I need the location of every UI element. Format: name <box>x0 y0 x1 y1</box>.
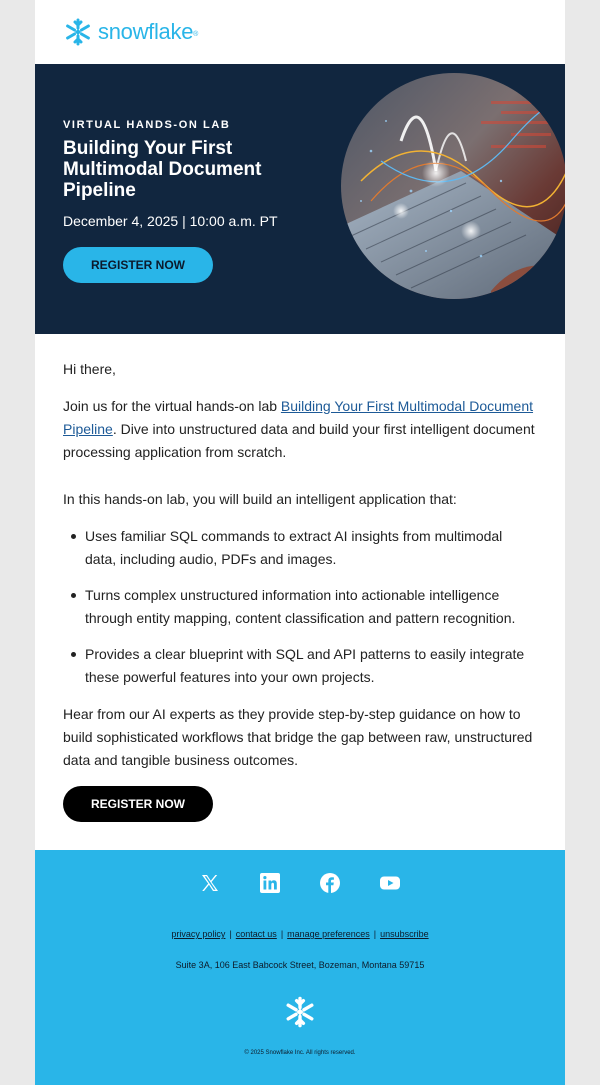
unsubscribe-link[interactable]: unsubscribe <box>380 929 429 939</box>
list-item: Turns complex unstructured information into actionable intelligence through entity mapping, content classification and pattern recognition. <box>63 584 537 630</box>
closing-paragraph: Hear from our AI experts as they provide step-by-step guidance on how to build sophisticated workflows that bridge the gap between raw, unstructured data and tangible business outcomes. <box>63 706 533 768</box>
company-address: Suite 3A, 106 East Babcock Street, Bozeman, Montana 59715 <box>175 960 425 970</box>
facebook-icon[interactable] <box>320 873 340 893</box>
footer-links: privacy policy | contact us | manage preferences | unsubscribe <box>171 929 429 939</box>
greeting: Hi there, <box>63 361 116 377</box>
lab-title-link[interactable]: Building Your First Multimodal Document Pipeline <box>63 398 534 437</box>
copyright-text: © 2025 Snowflake Inc. All rights reserved. <box>244 1050 356 1056</box>
email-header <box>35 0 565 64</box>
email-container <box>35 0 565 1085</box>
privacy-policy-link[interactable]: privacy policy <box>171 929 226 939</box>
hero-date: December 4, 2025 | 10:00 a.m. PT <box>63 213 278 229</box>
hero-eyebrow: VIRTUAL HANDS-ON LAB <box>63 119 231 131</box>
email-body <box>35 334 565 822</box>
lead-paragraph: In this hands-on lab, you will build an intelligent application that: <box>63 491 457 507</box>
brand-wordmark: snowflake® <box>98 19 198 44</box>
snowflake-logo-icon <box>63 17 93 47</box>
email-footer <box>35 850 565 1085</box>
feature-list <box>63 525 537 689</box>
contact-us-link[interactable]: contact us <box>235 929 277 939</box>
hero-title: Building Your First Multimodal Document Pipeline <box>63 138 262 201</box>
hero-laptop-image <box>341 64 565 311</box>
intro-paragraph: Join us for the virtual hands-on lab Building Your First Multimodal Document Pipeline. Dive into unstructured data and build your first intelligent document processing application from scratch. <box>63 398 535 460</box>
snowflake-footer-logo-icon <box>283 995 317 1029</box>
social-links <box>35 873 565 893</box>
manage-preferences-link[interactable]: manage preferences <box>287 929 370 939</box>
hero-banner <box>35 64 565 334</box>
hero-register-button[interactable]: REGISTER NOW <box>63 247 213 283</box>
linkedin-icon[interactable] <box>260 873 280 893</box>
list-item: Provides a clear blueprint with SQL and API patterns to easily integrate these powerful features into your own projects. <box>63 643 537 689</box>
x-icon[interactable] <box>200 873 220 893</box>
list-item: Uses familiar SQL commands to extract AI insights from multimodal data, including audio, PDFs and images. <box>63 525 537 571</box>
youtube-icon[interactable] <box>380 873 400 893</box>
hero-text <box>63 119 303 283</box>
body-register-button[interactable]: REGISTER NOW <box>63 786 213 822</box>
